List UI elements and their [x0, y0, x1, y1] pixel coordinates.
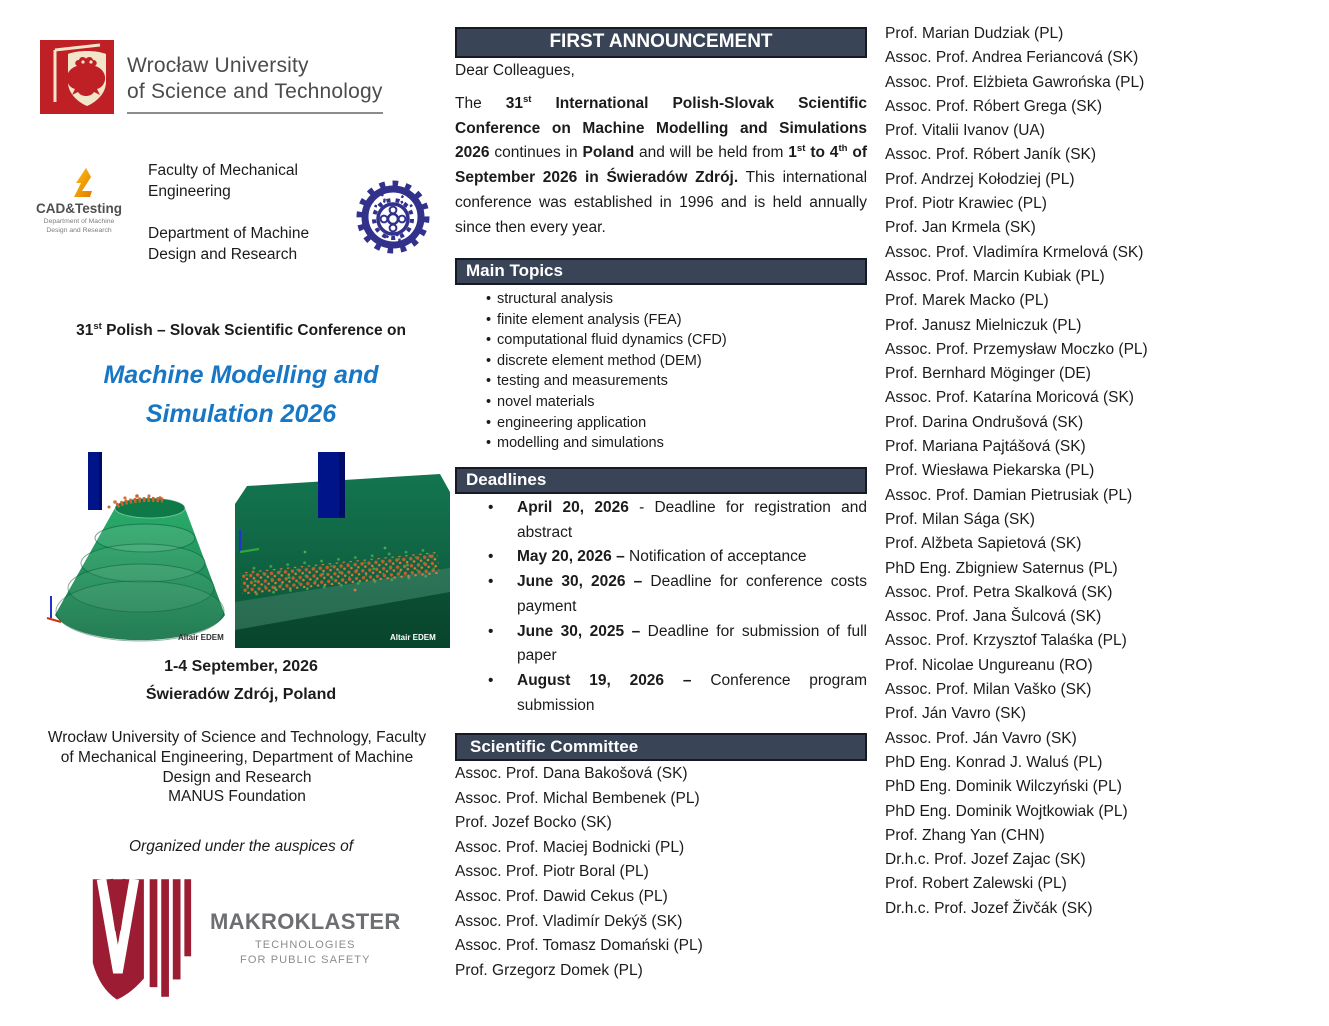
- university-name-line2: of Science and Technology: [127, 80, 383, 103]
- makroklaster-name: MAKROKLASTER: [210, 909, 401, 934]
- committee-member: Assoc. Prof. Vladimír Dekýš (SK): [455, 912, 683, 930]
- conference-dates: 1-4 September, 2026: [164, 658, 318, 675]
- committee-member: Prof. Alžbeta Sapietová (SK): [885, 535, 1082, 553]
- committee-member: Assoc. Prof. Dana Bakošová (SK): [455, 765, 688, 782]
- committee-member: Prof. Janusz Mielniczuk (PL): [885, 316, 1082, 334]
- main-topics-list: [497, 289, 857, 454]
- committee-member: Assoc. Prof. Róbert Grega (SK): [885, 97, 1103, 115]
- committee-member: Dr.h.c. Prof. Jozef Živčák (SK): [885, 899, 1093, 917]
- organizer-logos-row: [30, 160, 452, 286]
- department-gear-icon: [354, 178, 432, 256]
- university-branding: [40, 40, 383, 114]
- committee-member: Prof. Marian Dudziak (PL): [885, 25, 1064, 42]
- first-announcement-header: [455, 27, 867, 58]
- dem-conveyor-simulation-image: [235, 452, 450, 648]
- deadline-item: • June 30, 2026 – Deadline for conference costs payment: [455, 570, 867, 619]
- salutation: Dear Colleagues,: [455, 62, 575, 79]
- makroklaster-shield-icon: [88, 874, 194, 1002]
- conference-title-line1: Machine Modelling and: [103, 361, 379, 389]
- committee-member: Prof. Andrzej Kołodziej (PL): [885, 170, 1075, 188]
- committee-member: Dr.h.c. Prof. Jozef Zajac (SK): [885, 851, 1086, 869]
- committee-member: Assoc. Prof. Ján Vavro (SK): [885, 729, 1077, 747]
- committee-member: Prof. Robert Zalewski (PL): [885, 875, 1067, 893]
- cad-testing-title: CAD&Testing: [36, 201, 122, 216]
- cad-testing-mark-icon: [64, 166, 94, 200]
- main-topic-item: • finite element analysis (FEA): [497, 310, 857, 331]
- committee-member: Prof. Grzegorz Domek (PL): [455, 961, 643, 979]
- committee-member: Assoc. Prof. Maciej Bodnicki (PL): [455, 838, 685, 856]
- university-logo-icon: [40, 40, 114, 114]
- committee-member: Assoc. Prof. Andrea Feriancová (SK): [885, 49, 1139, 67]
- makroklaster-text: [210, 909, 401, 967]
- committee-member: Prof. Piotr Krawiec (PL): [885, 195, 1047, 213]
- main-topic-item: • discrete element method (DEM): [497, 351, 857, 372]
- committee-member: Assoc. Prof. Jana Šulcová (SK): [885, 608, 1102, 626]
- committee-list-right: [885, 22, 1329, 921]
- main-topic-item: • novel materials: [497, 392, 857, 413]
- main-topic-item: • modelling and simulations: [497, 433, 857, 454]
- committee-member: Assoc. Prof. Dawid Cekus (PL): [455, 887, 668, 905]
- svg-text:Altair EDEM: Altair EDEM: [390, 633, 436, 642]
- committee-member: Assoc. Prof. Vladimíra Krmelová (SK): [885, 243, 1144, 261]
- committee-member: PhD Eng. Dominik Wojtkowiak (PL): [885, 802, 1128, 820]
- organizer-line: MANUS Foundation: [168, 788, 306, 806]
- committee-member: Prof. Vitalii Ivanov (UA): [885, 122, 1045, 140]
- deadline-item: • May 20, 2026 – Notification of acceptance: [455, 545, 867, 570]
- deadline-item: • June 30, 2025 – Deadline for submission of full paper: [455, 620, 867, 669]
- committee-member: Prof. Jan Krmela (SK): [885, 219, 1036, 237]
- cad-testing-logo: [30, 160, 128, 235]
- organizer-line: Wrocław University of Science and Technology, Faculty: [47, 729, 427, 746]
- main-topic-item: • computational fluid dynamics (CFD): [497, 330, 857, 351]
- conference-title: [30, 356, 452, 434]
- committee-member: Assoc. Prof. Katarína Moricová (SK): [885, 389, 1134, 407]
- auspices-line: Organized under the auspices of: [128, 838, 354, 855]
- makroklaster-tagline: TECHNOLOGIES FOR PUBLIC SAFETY: [240, 939, 371, 966]
- committee-member: Assoc. Prof. Damian Pietrusiak (PL): [885, 486, 1133, 504]
- conference-title-line2: Simulation 2026: [145, 400, 337, 428]
- committee-member: PhD Eng. Dominik Wilczyński (PL): [885, 778, 1122, 796]
- committee-member: Prof. Mariana Pajtášová (SK): [885, 438, 1086, 456]
- deadline-item: • August 19, 2026 – Conference program submission: [455, 669, 867, 718]
- committee-member: Prof. Nicolae Ungureanu (RO): [885, 656, 1093, 674]
- faculty-name: Faculty of Mechanical Engineering: [148, 162, 298, 200]
- organizer-line: of Mechanical Engineering, Department of Machine: [60, 748, 414, 766]
- committee-member: Prof. Wiesława Piekarska (PL): [885, 462, 1095, 480]
- committee-member: Assoc. Prof. Marcin Kubiak (PL): [885, 267, 1105, 285]
- deadlines-list: [455, 496, 867, 718]
- deadlines-header: Deadlines: [455, 467, 867, 494]
- committee-list-left: [455, 762, 867, 983]
- faculty-department-text: [148, 160, 330, 286]
- dem-cone-simulation-image: [45, 450, 230, 650]
- committee-member: Prof. Ján Vavro (SK): [885, 705, 1026, 723]
- committee-member: Assoc. Prof. Krzysztof Talaśka (PL): [885, 632, 1127, 650]
- main-topics-header: Main Topics: [455, 258, 867, 285]
- committee-member: Prof. Milan Sága (SK): [885, 510, 1035, 528]
- main-topic-item: • structural analysis: [497, 289, 857, 310]
- department-name: Department of Machine Design and Research: [148, 225, 310, 263]
- committee-member: Assoc. Prof. Przemysław Moczko (PL): [885, 340, 1148, 358]
- main-topic-item: • testing and measurements: [497, 371, 857, 392]
- committee-member: Assoc. Prof. Róbert Janík (SK): [885, 146, 1097, 164]
- cad-testing-subtitle: Department of Machine Design and Research: [43, 218, 115, 234]
- committee-member: Prof. Marek Macko (PL): [885, 292, 1049, 310]
- main-topic-item: • engineering application: [497, 413, 857, 434]
- committee-member: PhD Eng. Zbigniew Saternus (PL): [885, 559, 1118, 577]
- scientific-committee-header: Scientific Committee: [455, 733, 867, 761]
- committee-member: Assoc. Prof. Elżbieta Gawrońska (PL): [885, 73, 1145, 91]
- committee-member: Assoc. Prof. Petra Skalková (SK): [885, 583, 1113, 601]
- university-name: [127, 40, 383, 114]
- organizer-line: Design and Research: [162, 768, 312, 786]
- committee-member: Assoc. Prof. Piotr Boral (PL): [455, 863, 649, 881]
- committee-member: Prof. Bernhard Möginger (DE): [885, 365, 1091, 383]
- committee-member: Prof. Jozef Bocko (SK): [455, 814, 612, 832]
- committee-member: PhD Eng. Konrad J. Waluś (PL): [885, 753, 1103, 771]
- conference-location: Świeradów Zdrój, Poland: [145, 686, 337, 703]
- middle-column: [455, 0, 867, 1026]
- organizers-text: [12, 728, 462, 807]
- committee-member: Assoc. Prof. Milan Vaško (SK): [885, 681, 1092, 699]
- committee-member: Assoc. Prof. Michal Bembenek (PL): [455, 789, 700, 807]
- intro-paragraph: The 31st International Polish-Slovak Scientific Conference on Machine Modelling and Simulations 2026 continues in Poland and will be held from 1st to 4th of September 2026 in Świeradów Zdrój. This international conference was established in 1996 and is held annually since then every year.: [455, 93, 868, 236]
- committee-member: Assoc. Prof. Tomasz Domański (PL): [455, 937, 703, 955]
- committee-member: Prof. Zhang Yan (CHN): [885, 826, 1045, 844]
- university-name-line1: Wrocław University: [127, 54, 309, 77]
- conference-heading: 31st Polish – Slovak Scientific Conference on: [76, 320, 406, 339]
- makroklaster-logo: [88, 874, 401, 1002]
- svg-text:Altair EDEM: Altair EDEM: [178, 633, 224, 642]
- committee-member: Prof. Darina Ondrušová (SK): [885, 413, 1084, 431]
- first-announcement-title: FIRST ANNOUNCEMENT: [549, 31, 773, 52]
- deadline-item: • April 20, 2026 - Deadline for registration and abstract: [455, 496, 867, 545]
- simulation-images: [45, 450, 450, 652]
